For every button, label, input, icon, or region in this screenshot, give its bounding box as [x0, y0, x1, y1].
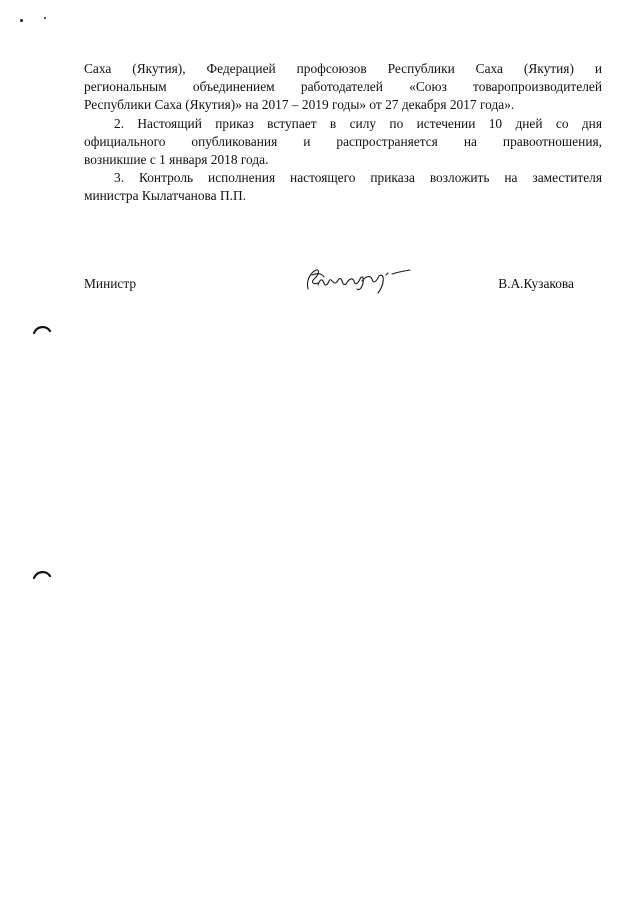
signature-row — [84, 275, 602, 299]
paragraph-2-line-2: официального опубликования и распространяется на правоотношения, — [84, 133, 602, 149]
signatory-name: В.А.Кузакова — [498, 276, 574, 291]
paragraph-1-line-3: Республики Саха (Якутия)» на 2017 – 2019 годы» от 27 декабря 2017 года». — [84, 97, 515, 113]
paragraph-1-line-1: Саха (Якутия), Федерацией профсоюзов Республики Саха (Якутия) и — [84, 61, 602, 76]
scan-speck — [20, 19, 23, 22]
binder-hole-mark — [32, 324, 52, 334]
document-body — [84, 60, 602, 206]
paragraph-2-line-3: возникшие с 1 января 2018 года. — [84, 152, 269, 168]
paragraph-3-line-2: министра Кылатчанова П.П. — [84, 188, 246, 204]
handwritten-signature — [302, 261, 412, 297]
paragraph-3-line-1: 3. Контроль исполнения настоящего приказа возложить на заместителя — [114, 170, 602, 186]
paragraph-1-line-2: региональным объединением работодателей «Союз товаропроизводителей — [84, 79, 602, 95]
signatory-title: Министр — [84, 276, 137, 291]
scan-speck — [44, 17, 46, 19]
paragraph-2-line-1: 2. Настоящий приказ вступает в силу по истечении 10 дней со дня — [114, 115, 602, 131]
binder-hole-mark — [32, 569, 52, 579]
